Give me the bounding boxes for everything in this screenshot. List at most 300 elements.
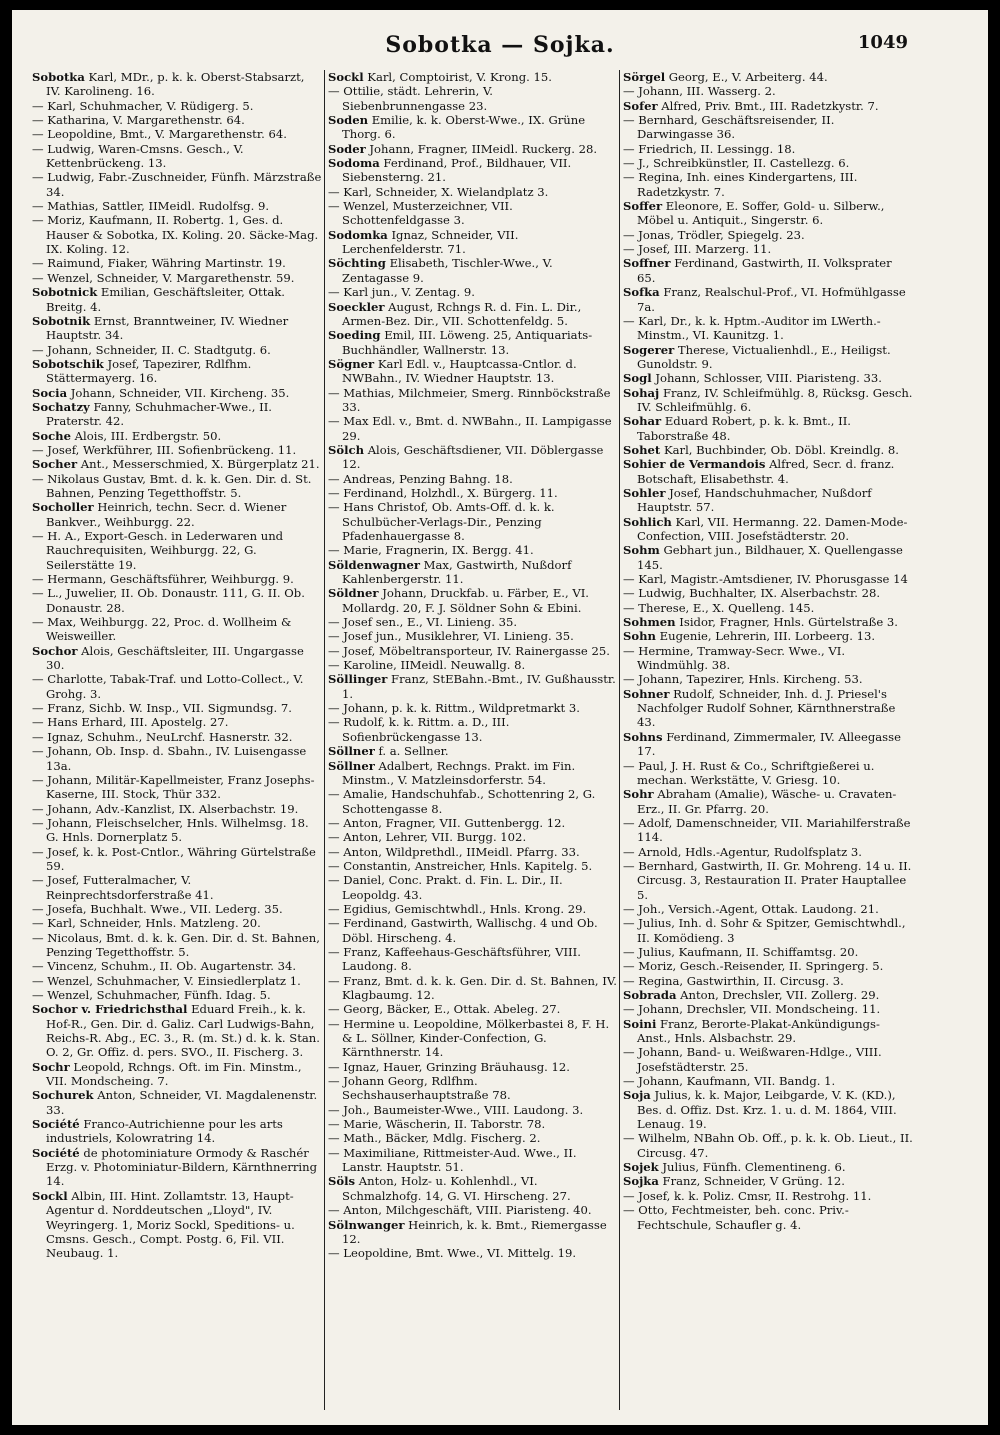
directory-entry bbox=[623, 242, 913, 256]
entry-text: — Adolf, Damenschneider, VII. Mariahilferstraße 114. bbox=[623, 815, 911, 845]
entry-text: — Hermine, Tramway-Secr. Wwe., VI. Windmühlg. 38. bbox=[623, 643, 846, 673]
directory-entry bbox=[623, 644, 913, 673]
entry-text: — Charlotte, Tabak-Traf. und Lotto-Collect., V. Grohg. 3. bbox=[32, 672, 304, 701]
directory-entry bbox=[623, 730, 913, 759]
directory-entry bbox=[328, 486, 618, 500]
entry-surname: Söllinger bbox=[328, 672, 388, 687]
directory-entry bbox=[623, 486, 913, 515]
directory-entry bbox=[32, 1088, 322, 1117]
entry-text: — Wilhelm, NBahn Ob. Off., p. k. k. Ob. Lieut., II. Circusg. 47. bbox=[623, 1131, 913, 1160]
directory-entry bbox=[328, 1117, 618, 1131]
entry-surname: Sörgel bbox=[623, 70, 666, 84]
entry-text: Fanny, Schuhmacher-Wwe., II. Praterstr. 42. bbox=[46, 399, 272, 429]
entry-text: — Math., Bäcker, Mdlg. Fischerg. 2. bbox=[328, 1131, 541, 1146]
entry-text: Karl, MDr., p. k. k. Oberst-Stabsarzt, IV. Karolineng. 16. bbox=[46, 70, 305, 99]
directory-entry bbox=[328, 1074, 618, 1103]
entry-surname: Sockl bbox=[328, 70, 364, 84]
directory-entry bbox=[328, 228, 618, 257]
directory-entry bbox=[328, 328, 618, 357]
entry-text: — Amalie, Handschuhfab., Schottenring 2, G. Schottengasse 8. bbox=[328, 787, 596, 816]
directory-entry bbox=[328, 672, 618, 701]
entry-text: — Anton, Fragner, VII. Guttenbergg. 12. bbox=[328, 815, 566, 830]
entry-text: — Arnold, Hdls.-Agentur, Rudolfsplatz 3. bbox=[623, 844, 862, 859]
column-divider bbox=[619, 70, 620, 1410]
directory-entry bbox=[32, 572, 322, 586]
directory-entry bbox=[623, 99, 913, 113]
directory-entry bbox=[328, 256, 618, 285]
directory-entry bbox=[623, 629, 913, 643]
entry-surname: Soche bbox=[32, 428, 71, 443]
directory-entry bbox=[623, 586, 913, 600]
directory-entry bbox=[623, 113, 913, 142]
entry-text: — Andreas, Penzing Bahng. 18. bbox=[328, 471, 513, 486]
entry-text: Franz, IV. Schleifmühlg. 8, Rücksg. Gesch. IV. Schleifmühlg. 6. bbox=[637, 385, 913, 414]
directory-entry bbox=[32, 529, 322, 572]
directory-entry bbox=[623, 443, 913, 457]
entry-text: — Leopoldine, Bmt. Wwe., VI. Mittelg. 19. bbox=[328, 1246, 577, 1261]
directory-entry bbox=[328, 414, 618, 443]
entry-surname: Sohner bbox=[623, 686, 670, 701]
directory-entry bbox=[623, 228, 913, 242]
entry-text: — Wenzel, Schuhmacher, Fünfh. Idag. 5. bbox=[32, 988, 271, 1002]
directory-entry bbox=[32, 1002, 322, 1059]
entry-text: — Bernhard, Geschäftsreisender, II. Darwingasse 36. bbox=[623, 113, 835, 142]
entry-surname: Sohr bbox=[623, 787, 654, 802]
entry-text: Johann, Schlosser, VIII. Piaristeng. 33. bbox=[655, 371, 882, 386]
entry-text: Alfred, Priv. Bmt., III. Radetzkystr. 7. bbox=[661, 98, 879, 113]
directory-entry bbox=[623, 1002, 913, 1016]
directory-entry bbox=[32, 816, 322, 845]
entry-text: — Johann, Militär-Kapellmeister, Franz Josephs-Kaserne, III. Stock, Thür 332. bbox=[32, 772, 315, 802]
directory-entry bbox=[328, 558, 618, 587]
entry-text: Emilian, Geschäftsleiter, Ottak. Breitg. 4. bbox=[46, 285, 285, 314]
directory-entry bbox=[328, 902, 618, 916]
directory-entry bbox=[623, 457, 913, 486]
entry-text: — Jonas, Trödler, Spiegelg. 23. bbox=[623, 227, 805, 242]
entry-text: Eduard Robert, p. k. k. Bmt., II. Taborstraße 48. bbox=[637, 414, 851, 443]
directory-entry bbox=[328, 199, 618, 228]
directory-entry bbox=[32, 457, 322, 471]
directory-entry bbox=[623, 343, 913, 372]
entry-text: — H. A., Export-Gesch. in Lederwaren und Rauchrequisiten, Weihburgg. 22, G. Seilerstätte 19. bbox=[32, 529, 284, 572]
directory-entry bbox=[623, 199, 913, 228]
directory-entry bbox=[623, 314, 913, 343]
directory-entry bbox=[623, 916, 913, 945]
directory-entry bbox=[32, 1117, 322, 1146]
entry-text: — Mathias, Sattler, IIMeidl. Rudolfsg. 9. bbox=[32, 199, 270, 214]
entry-text: Johann, Schneider, VII. Kircheng. 35. bbox=[70, 385, 290, 400]
entry-text: Elisabeth, Tischler-Wwe., V. Zentagasse 9. bbox=[342, 256, 553, 285]
entry-surname: Soffer bbox=[623, 199, 663, 214]
column-divider bbox=[324, 70, 325, 1410]
directory-entry bbox=[623, 1203, 913, 1232]
entry-text: — Marie, Wäscherin, II. Taborstr. 78. bbox=[328, 1117, 546, 1132]
directory-entry bbox=[32, 744, 322, 773]
entry-text: — Maximiliane, Rittmeister-Aud. Wwe., II. Lanstr. Hauptstr. 51. bbox=[328, 1145, 577, 1175]
entry-text: Eduard Freih., k. k. Hof-R., Gen. Dir. d. Galiz. Carl Ludwigs-Bahn, Reichs-R. Abg., EC. 3., R. (m. St.) d. k. k. Stan. O. 2, Gr. Offiz. d. pers. SVO., II. Fischerg. 3. bbox=[46, 1002, 320, 1060]
entry-text: Ernst, Branntweiner, IV. Wiedner Hauptstr. 34. bbox=[46, 313, 289, 343]
entry-text: — Johann, Ob. Insp. d. Sbahn., IV. Luisengasse 13a. bbox=[32, 744, 307, 773]
directory-entry bbox=[32, 802, 322, 816]
entry-surname: Soini bbox=[623, 1016, 657, 1031]
directory-entry bbox=[328, 859, 618, 873]
entry-surname: Sofka bbox=[623, 285, 660, 300]
entry-text: Karl Edl. v., Hauptcassa-Cntlor. d. NWBahn., IV. Wiedner Hauptstr. 13. bbox=[342, 356, 577, 386]
directory-entry bbox=[328, 285, 618, 299]
entry-text: — Joh., Versich.-Agent, Ottak. Laudong. 21. bbox=[623, 901, 879, 916]
directory-entry bbox=[328, 1203, 618, 1217]
entry-text: August, Rchngs R. d. Fin. L. Dir., Armen-Bez. Dir., VII. Schottenfeldg. 5. bbox=[342, 299, 582, 328]
entry-surname: Société bbox=[32, 1117, 80, 1132]
directory-entry bbox=[623, 787, 913, 816]
entry-text: — Georg, Bäcker, E., Ottak. Abeleg. 27. bbox=[328, 1002, 561, 1017]
directory-entry bbox=[623, 1074, 913, 1088]
entry-text: Franz, Schneider, V Grüng. 12. bbox=[662, 1174, 845, 1189]
entry-text: — Karl, Schneider, Hnls. Matzleng. 20. bbox=[32, 916, 261, 931]
entry-text: — Franz, Bmt. d. k. k. Gen. Dir. d. St. Bahnen, IV. Klagbaumg. 12. bbox=[328, 973, 617, 1002]
directory-entry bbox=[32, 256, 322, 270]
directory-entry bbox=[32, 974, 322, 988]
directory-entry bbox=[328, 586, 618, 615]
entry-text: Therese, Victualienhdl., E., Heiligst. Gunoldstr. 9. bbox=[637, 342, 891, 371]
page-number: 1049 bbox=[857, 32, 908, 53]
entry-text: Josef, Handschuhmacher, Nußdorf Hauptstr. 57. bbox=[637, 485, 872, 515]
directory-entry bbox=[623, 902, 913, 916]
directory-entry bbox=[623, 615, 913, 629]
entry-surname: Sohns bbox=[623, 729, 663, 744]
entry-text: — Ferdinand, Gastwirth, Wallischg. 4 und Ob. Döbl. Hirscheng. 4. bbox=[328, 916, 598, 945]
entry-text: — Josef, Futteralmacher, V. Reinprechtsdorferstraße 41. bbox=[32, 873, 214, 902]
directory-entry bbox=[623, 845, 913, 859]
entry-surname: Sohn bbox=[623, 629, 656, 644]
entry-text: Georg, E., V. Arbeiterg. 44. bbox=[668, 70, 828, 84]
directory-entry bbox=[32, 199, 322, 213]
directory-entry bbox=[328, 744, 618, 758]
entry-text: Isidor, Fragner, Hnls. Gürtelstraße 3. bbox=[679, 615, 898, 630]
entry-text: — Katharina, V. Margarethenstr. 64. bbox=[32, 113, 245, 128]
entry-text: Josef, Tapezirer, Rdlfhm. Stättermayerg. 16. bbox=[46, 356, 252, 386]
entry-text: — Otto, Fechtmeister, beh. conc. Priv.-Fechtschule, Schaufler g. 4. bbox=[623, 1203, 849, 1232]
directory-entry bbox=[328, 816, 618, 830]
directory-entry bbox=[328, 1060, 618, 1074]
directory-entry bbox=[32, 400, 322, 429]
directory-entry bbox=[623, 70, 913, 84]
entry-text: — Ludwig, Buchhalter, IX. Alserbachstr. 28. bbox=[623, 586, 881, 601]
entry-surname: Sohar bbox=[623, 414, 662, 429]
entry-text: — Leopoldine, Bmt., V. Margarethenstr. 64. bbox=[32, 127, 287, 142]
directory-entry bbox=[32, 644, 322, 673]
entry-surname: Söldner bbox=[328, 586, 379, 601]
entry-text: Ignaz, Schneider, VII. Lerchenfelderstr. 71. bbox=[342, 227, 519, 257]
entry-surname: Sobotka bbox=[32, 70, 85, 84]
entry-text: — Julius, Inh. d. Sohr & Spitzer, Gemischtwhdl., II. Komödieng. 3 bbox=[623, 916, 906, 945]
entry-text: — Ignaz, Hauer, Grinzing Bräuhausg. 12. bbox=[328, 1059, 570, 1074]
entry-text: — Josefa, Buchhalt. Wwe., VII. Lederg. 35. bbox=[32, 901, 283, 916]
directory-entry bbox=[32, 730, 322, 744]
entry-text: — Johann, Drechsler, VII. Mondscheing. 11. bbox=[623, 1002, 881, 1017]
entry-text: Eleonore, E. Soffer, Gold- u. Silberw., Möbel u. Antiquit., Singerstr. 6. bbox=[637, 199, 885, 228]
entry-text: Julius, Fünfh. Clementineng. 6. bbox=[662, 1160, 846, 1175]
entry-surname: Sochor bbox=[32, 643, 78, 658]
entry-text: — Josef, Werkführer, III. Sofienbrückeng. 11. bbox=[32, 442, 297, 457]
entry-text: — Regina, Gastwirthin, II. Circusg. 3. bbox=[623, 973, 844, 988]
entry-text: — Ignaz, Schuhm., NeuLrchf. Hasnerstr. 32. bbox=[32, 729, 293, 744]
running-title: Sobotka — Sojka. bbox=[385, 32, 615, 58]
entry-text: Franz, StEBahn.-Bmt., IV. Gußhausstr. 1. bbox=[342, 672, 616, 701]
directory-entry bbox=[328, 500, 618, 543]
directory-entry bbox=[32, 916, 322, 930]
entry-surname: Sohet bbox=[623, 442, 661, 457]
entry-text: — Mathias, Milchmeier, Smerg. Rinnböckstraße 33. bbox=[328, 385, 611, 414]
entry-text: — Daniel, Conc. Prakt. d. Fin. L. Dir., II. Leopoldg. 43. bbox=[328, 873, 563, 902]
entry-text: Max, Gastwirth, Nußdorf Kahlenbergerstr. 11. bbox=[342, 557, 572, 587]
directory-entry bbox=[32, 357, 322, 386]
entry-text: Anton, Schneider, VI. Magdalenenstr. 33. bbox=[46, 1088, 318, 1117]
entry-surname: Sofer bbox=[623, 98, 658, 113]
entry-surname: Söls bbox=[328, 1174, 356, 1189]
entry-text: Ant., Messerschmied, X. Bürgerplatz 21. bbox=[80, 457, 320, 472]
entry-surname: Söllner bbox=[328, 758, 375, 773]
directory-entry bbox=[32, 672, 322, 701]
directory-entry bbox=[32, 902, 322, 916]
entry-surname: Sohmen bbox=[623, 615, 676, 630]
directory-entry bbox=[328, 357, 618, 386]
directory-entry bbox=[328, 386, 618, 415]
directory-entry bbox=[32, 931, 322, 960]
entry-text: Gebhart jun., Bildhauer, X. Quellengasse 145. bbox=[637, 543, 903, 572]
entry-text: Abraham (Amalie), Wäsche- u. Cravaten-Erz., II. Gr. Pfarrg. 20. bbox=[637, 787, 897, 816]
entry-surname: Sögner bbox=[328, 356, 375, 371]
entry-surname: Sochurek bbox=[32, 1088, 94, 1103]
directory-entry bbox=[32, 285, 322, 314]
entry-surname: Sohlich bbox=[623, 514, 672, 529]
entry-text: — Vincenz, Schuhm., II. Ob. Augartenstr. 34. bbox=[32, 959, 297, 974]
entry-text: — Karl, Magistr.-Amtsdiener, IV. Phorusgasse 14 bbox=[623, 572, 908, 587]
entry-surname: Sojka bbox=[623, 1174, 659, 1189]
directory-entry bbox=[32, 127, 322, 141]
directory-entry bbox=[32, 113, 322, 127]
directory-entry bbox=[32, 1060, 322, 1089]
directory-entry bbox=[623, 156, 913, 170]
directory-entry bbox=[32, 959, 322, 973]
entry-text: — Nicolaus, Bmt. d. k. k. Gen. Dir. d. St. Bahnen, Penzing Tegetthoffstr. 5. bbox=[32, 930, 320, 959]
entry-text: Alois, III. Erdbergstr. 50. bbox=[74, 428, 222, 443]
directory-entry bbox=[328, 70, 618, 84]
directory-entry bbox=[32, 1189, 322, 1261]
directory-entry bbox=[328, 185, 618, 199]
directory-entry bbox=[32, 845, 322, 874]
entry-text: — Josef, k. k. Poliz. Cmsr, II. Restrohg. 11. bbox=[623, 1188, 872, 1203]
entry-surname: Socia bbox=[32, 385, 68, 400]
entry-surname: Söllner bbox=[328, 744, 375, 759]
directory-entry bbox=[623, 414, 913, 443]
directory-entry bbox=[328, 916, 618, 945]
directory-entry bbox=[32, 443, 322, 457]
entry-text: Karl, Buchbinder, Ob. Döbl. Kreindlg. 8. bbox=[663, 442, 899, 457]
entry-surname: Sogl bbox=[623, 371, 652, 386]
entry-text: — Johann, III. Wasserg. 2. bbox=[623, 84, 776, 99]
entry-text: Ferdinand, Zimmermaler, IV. Alleegasse 17. bbox=[637, 729, 901, 759]
directory-entry bbox=[32, 170, 322, 199]
entry-surname: Soder bbox=[328, 141, 366, 156]
entry-text: — Johann, Fleischselcher, Hnls. Wilhelmsg. 18. G. Hnls. Dornerplatz 5. bbox=[32, 815, 309, 845]
directory-entry bbox=[328, 84, 618, 113]
entry-text: — Wenzel, Schuhmacher, V. Einsiedlerplatz 1. bbox=[32, 973, 301, 988]
entry-surname: Socholler bbox=[32, 500, 94, 515]
entry-surname: Söldenwagner bbox=[328, 557, 420, 572]
entry-surname: Sohler bbox=[623, 485, 666, 500]
directory-entry bbox=[623, 1189, 913, 1203]
entry-text: — Josef, k. k. Post-Cntlor., Währing Gürtelstraße 59. bbox=[32, 844, 316, 873]
entry-text: Anton, Drechsler, VII. Zollerg. 29. bbox=[680, 988, 880, 1002]
directory-entry bbox=[32, 142, 322, 171]
directory-entry bbox=[32, 873, 322, 902]
entry-surname: Soeckler bbox=[328, 299, 385, 314]
entry-text: — Bernhard, Gastwirth, II. Gr. Mohreng. 14 u. II. Circusg. 3, Restauration II. Prater Hauptallee 5. bbox=[623, 858, 912, 902]
entry-text: Eugenie, Lehrerin, III. Lorbeerg. 13. bbox=[659, 629, 876, 644]
directory-entry bbox=[623, 974, 913, 988]
entry-text: — Hans Christof, Ob. Amts-Off. d. k. k. Schulbücher-Verlags-Dir., Penzing Pfadenhauergasse 8. bbox=[328, 500, 555, 543]
directory-entry bbox=[328, 1174, 618, 1203]
entry-surname: Sochatzy bbox=[32, 399, 90, 414]
directory-entry bbox=[623, 672, 913, 686]
entry-text: — Josef sen., E., VI. Linieng. 35. bbox=[328, 615, 518, 630]
directory-entry bbox=[32, 343, 322, 357]
entry-text: Albin, III. Hint. Zollamtstr. 13, Haupt-Agentur d. Norddeutschen „Lloyd", IV. Weyringerg. 1, Moriz Sockl, Speditions- u. Cmsns. Gesch., Compt. Postg. 6, Fil. VII. Neubaug. 1. bbox=[46, 1188, 295, 1261]
entry-text: — Wenzel, Schneider, V. Margarethenstr. 59. bbox=[32, 270, 295, 285]
directory-entry bbox=[32, 500, 322, 529]
directory-entry bbox=[328, 472, 618, 486]
directory-entry bbox=[623, 859, 913, 902]
column-1 bbox=[32, 70, 322, 1415]
directory-entry bbox=[328, 873, 618, 902]
entry-text: — Friedrich, II. Lessingg. 18. bbox=[623, 141, 796, 156]
entry-text: Alois, Geschäftsleiter, III. Ungargasse 30. bbox=[46, 643, 304, 673]
entry-text: — Franz, Kaffeehaus-Geschäftsführer, VIII. Laudong. 8. bbox=[328, 944, 581, 974]
directory-entry bbox=[328, 845, 618, 859]
directory-entry bbox=[328, 830, 618, 844]
directory-entry bbox=[328, 701, 618, 715]
directory-entry bbox=[623, 1160, 913, 1174]
entry-text: Johann, Fragner, IIMeidl. Ruckerg. 28. bbox=[369, 141, 598, 156]
directory-entry bbox=[328, 113, 618, 142]
directory-entry bbox=[623, 1045, 913, 1074]
directory-entry bbox=[328, 142, 618, 156]
entry-text: — Johann Georg, Rdlfhm. Sechshauserhauptstraße 78. bbox=[328, 1074, 511, 1103]
column-3 bbox=[623, 70, 913, 1415]
directory-entry bbox=[623, 687, 913, 730]
directory-entry bbox=[623, 572, 913, 586]
entry-text: Heinrich, k. k. Bmt., Riemergasse 12. bbox=[342, 1217, 607, 1246]
directory-entry bbox=[623, 285, 913, 314]
entry-text: — Johann, Tapezirer, Hnls. Kircheng. 53. bbox=[623, 672, 863, 687]
entry-text: — Julius, Kaufmann, II. Schiffamtsg. 20. bbox=[623, 944, 859, 959]
entry-text: — Wenzel, Musterzeichner, VII. Schottenfeldgasse 3. bbox=[328, 199, 513, 228]
entry-text: — Ludwig, Waren-Cmsns. Gesch., V. Kettenbrückeng. 13. bbox=[32, 141, 244, 171]
entry-text: — Ferdinand, Holzhdl., X. Bürgerg. 11. bbox=[328, 485, 558, 500]
entry-surname: Soden bbox=[328, 113, 369, 128]
entry-surname: Sodomka bbox=[328, 227, 388, 242]
directory-entry bbox=[623, 988, 913, 1002]
entry-surname: Sochor v. Friedrichsthal bbox=[32, 1002, 188, 1017]
directory-entry bbox=[623, 945, 913, 959]
directory-entry bbox=[328, 644, 618, 658]
entry-text: Johann, Druckfab. u. Färber, E., VI. Mollardg. 20, F. J. Söldner Sohn & Ebini. bbox=[342, 586, 589, 615]
directory-entry bbox=[32, 386, 322, 400]
entry-text: Rudolf, Schneider, Inh. d. J. Priesel's Nachfolger Rudolf Sohner, Kärnthnerstraße 43. bbox=[637, 686, 896, 730]
directory-entry bbox=[623, 601, 913, 615]
entry-text: Karl, VII. Hermanng. 22. Damen-Mode-Confection, VIII. Josefstädterstr. 20. bbox=[637, 514, 908, 543]
entry-text: — Hermine u. Leopoldine, Mölkerbastei 8, F. H. & L. Söllner, Kinder-Confection, G. Kärnthnerstr. 14. bbox=[328, 1016, 610, 1060]
directory-entry bbox=[623, 386, 913, 415]
directory-entry bbox=[328, 1017, 618, 1060]
entry-text: — Regina, Inh. eines Kindergartens, III. Radetzkystr. 7. bbox=[623, 170, 858, 199]
entry-surname: Soeding bbox=[328, 328, 381, 343]
entry-text: — Ottilie, städt. Lehrerin, V. Siebenbrunnengasse 23. bbox=[328, 84, 493, 113]
entry-surname: Sochr bbox=[32, 1059, 70, 1074]
entry-text: Emil, III. Löweng. 25, Antiquariats-Buchhändler, Wallnerstr. 13. bbox=[342, 328, 593, 357]
entry-surname: Söchting bbox=[328, 256, 386, 271]
entry-text: — Josef jun., Musiklehrer, VI. Linieng. 35. bbox=[328, 629, 574, 644]
entry-text: — Paul, J. H. Rust & Co., Schriftgießerei u. mechan. Werkstätte, V. Griesg. 10. bbox=[623, 758, 875, 787]
directory-entry bbox=[328, 443, 618, 472]
directory-entry bbox=[32, 715, 322, 729]
entry-surname: Sogerer bbox=[623, 342, 675, 357]
directory-entry bbox=[328, 1103, 618, 1117]
directory-entry bbox=[623, 515, 913, 544]
entry-text: — Johann, p. k. k. Rittm., Wildpretmarkt 3. bbox=[328, 701, 580, 716]
entry-surname: Soja bbox=[623, 1088, 651, 1103]
entry-text: Emilie, k. k. Oberst-Wwe., IX. Grüne Thorg. 6. bbox=[342, 113, 586, 142]
entry-text: — Josef, Möbeltransporteur, IV. Rainergasse 25. bbox=[328, 643, 610, 658]
entry-text: — Johann, Schneider, II. C. Stadtgutg. 6. bbox=[32, 342, 271, 357]
directory-entry bbox=[32, 701, 322, 715]
entry-surname: Sohm bbox=[623, 543, 660, 558]
column-2 bbox=[328, 70, 618, 1415]
entry-text: f. a. Sellner. bbox=[378, 744, 449, 759]
entry-text: Ferdinand, Gastwirth, II. Volksprater 65. bbox=[637, 256, 892, 285]
entry-surname: Société bbox=[32, 1145, 80, 1160]
entry-surname: Sobotnik bbox=[32, 313, 91, 328]
directory-entry bbox=[32, 1146, 322, 1189]
entry-surname: Sölch bbox=[328, 442, 364, 457]
entry-text: — Johann, Band- u. Weißwaren-Hdlge., VIII. Josefstädterstr. 25. bbox=[623, 1045, 882, 1074]
entry-text: — Anton, Milchgeschäft, VIII. Piaristeng. 40. bbox=[328, 1203, 592, 1218]
entry-text: — Nikolaus Gustav, Bmt. d. k. k. Gen. Dir. d. St. Bahnen, Penzing Tegetthoffstr. 5. bbox=[32, 471, 312, 500]
entry-text: — Karl, Schuhmacher, V. Rüdigerg. 5. bbox=[32, 98, 254, 113]
directory-entry bbox=[328, 759, 618, 788]
entry-text: Karl, Comptoirist, V. Krong. 15. bbox=[367, 70, 552, 84]
directory-entry bbox=[328, 1246, 618, 1260]
entry-text: — L., Juwelier, II. Ob. Donaustr. 111, G. II. Ob. Donaustr. 28. bbox=[32, 586, 305, 615]
entry-text: — Franz, Sichb. W. Insp., VII. Sigmundsg. 7. bbox=[32, 701, 292, 716]
entry-text: — Constantin, Anstreicher, Hnls. Kapitelg. 5. bbox=[328, 858, 593, 873]
entry-text: — J., Schreibkünstler, II. Castellezg. 6. bbox=[623, 156, 850, 171]
entry-text: — Therese, E., X. Quelleng. 145. bbox=[623, 600, 815, 615]
entry-text: — Egidius, Gemischtwhdl., Hnls. Krong. 29. bbox=[328, 901, 587, 916]
directory-entry bbox=[328, 543, 618, 557]
entry-text: Franz, Realschul-Prof., VI. Hofmühlgasse 7a. bbox=[637, 285, 906, 314]
directory-entry bbox=[32, 99, 322, 113]
directory-entry bbox=[32, 472, 322, 501]
entry-surname: Sohier de Vermandois bbox=[623, 457, 766, 472]
entry-surname: Sohaj bbox=[623, 385, 660, 400]
directory-entry bbox=[32, 271, 322, 285]
entry-surname: Sobotnick bbox=[32, 285, 98, 300]
entry-text: — Johann, Adv.-Kanzlist, IX. Alserbachstr. 19. bbox=[32, 801, 299, 816]
directory-entry bbox=[328, 156, 618, 185]
directory-entry bbox=[623, 84, 913, 98]
